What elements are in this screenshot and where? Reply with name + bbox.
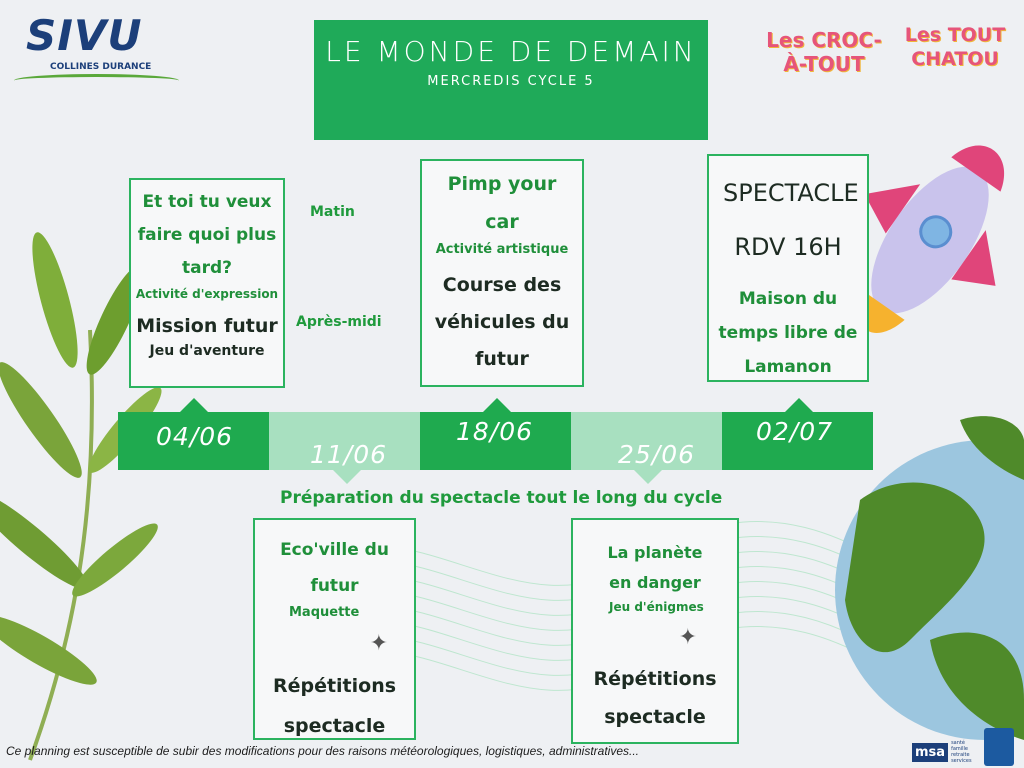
card-1106-morning-type: Maquette <box>289 605 360 620</box>
card-1806-morning-type: Activité artistique <box>435 242 569 257</box>
sivu-logo-tagline: COLLINES DURANCE <box>50 62 152 72</box>
card-1806-afternoon-title: Course des véhicules du futur <box>434 274 570 370</box>
card-1106-afternoon-title: Répétitions spectacle <box>272 675 397 737</box>
card-1806-title: Pimp your car <box>447 173 557 233</box>
card-0207-title: SPECTACLE RDV 16H <box>723 179 859 261</box>
card-0406-afternoon-title: Mission futur <box>136 315 278 337</box>
card-2506-morning-type: Jeu d'énigmes <box>609 600 704 614</box>
card-0406 <box>129 178 285 388</box>
msa-logo: msa santé famille retraite services <box>912 738 978 766</box>
page-subtitle: MERCREDIS CYCLE 5 <box>427 74 595 89</box>
header-title-box <box>314 20 708 140</box>
label-afternoon: Après-midi <box>296 314 382 330</box>
timeline <box>118 412 873 472</box>
card-2506-afternoon-title: Répétitions spectacle <box>593 668 717 728</box>
sivu-logo <box>12 12 187 97</box>
spotlight-icon-2506: ✦ <box>678 625 697 650</box>
card-0406-title: Et toi tu veux faire quoi plus tard? <box>137 192 277 278</box>
card-1106 <box>253 518 416 740</box>
pointer-1106 <box>333 470 361 484</box>
sivu-logo-swoosh <box>14 74 179 87</box>
footer-disclaimer: Ce planning est susceptible de subir des modifications pour des raisons météorologiques, logistiques, administratives... <box>6 744 640 758</box>
sivu-logo-wordmark: SIVU <box>26 11 143 60</box>
pointer-0406 <box>180 398 208 412</box>
card-0406-afternoon-type: Jeu d'aventure <box>149 343 265 359</box>
label-morning: Matin <box>310 204 355 220</box>
card-0207-place: Maison du temps libre de Lamanon <box>718 289 858 377</box>
preparation-note: Préparation du spectacle tout le long du cycle <box>280 488 723 508</box>
caf-logo <box>984 728 1014 766</box>
timeline-date-2506: 25/06 <box>618 440 696 469</box>
card-2506-title: La planète en danger <box>607 543 703 592</box>
tout-chatou-logo: Les TOUT CHATOU <box>904 24 1006 70</box>
croc-a-tout-logo: Les CROC-À-TOUT <box>766 28 882 76</box>
timeline-date-1106: 11/06 <box>310 440 388 469</box>
pointer-1806 <box>483 398 511 412</box>
page-title: LE MONDE DE DEMAIN <box>325 35 697 68</box>
card-1806 <box>420 159 584 387</box>
card-1106-title: Eco'ville du futur <box>280 540 389 596</box>
card-2506 <box>571 518 739 744</box>
pointer-2506 <box>634 470 662 484</box>
pointer-0207 <box>785 398 813 412</box>
spotlight-icon-1106: ✦ <box>369 631 388 656</box>
timeline-date-0406: 04/06 <box>156 422 234 451</box>
card-0207 <box>707 154 869 382</box>
card-0406-morning-type: Activité d'expression <box>135 287 279 301</box>
timeline-date-1806: 18/06 <box>456 417 534 446</box>
timeline-date-0207: 02/07 <box>756 417 834 446</box>
